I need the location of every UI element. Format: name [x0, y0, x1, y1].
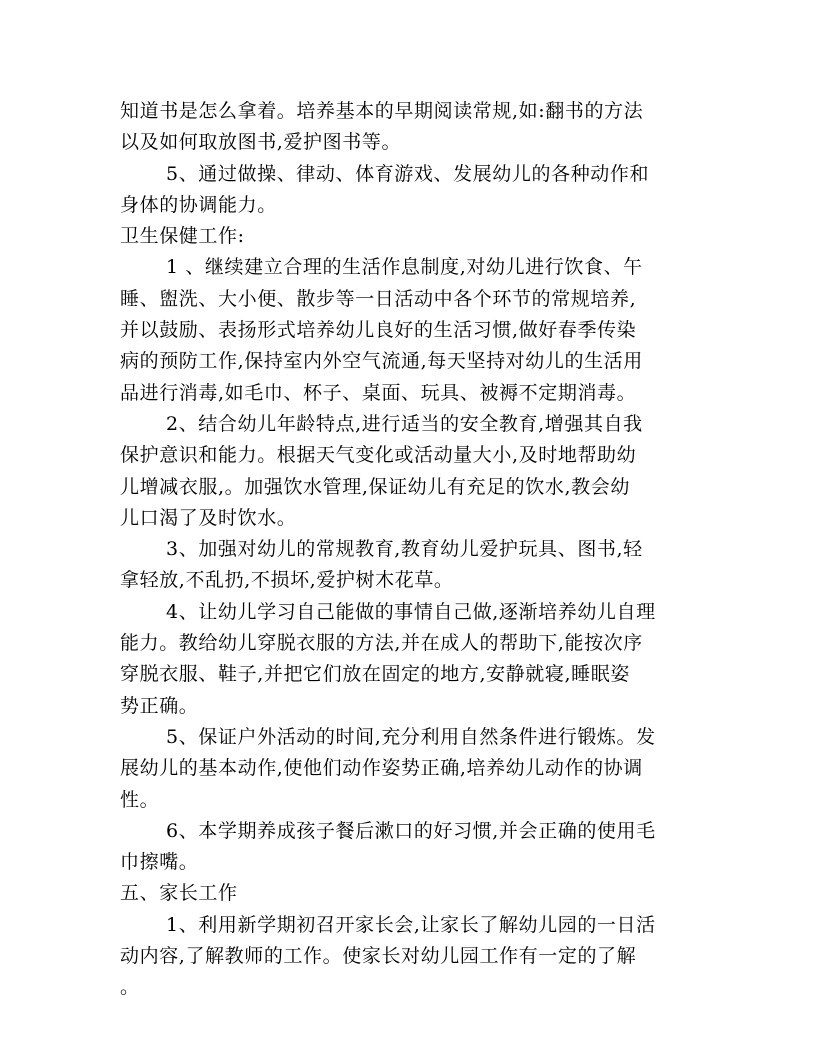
- text-line: 病的预防工作,保持室内外空气流通,每天坚持对幼儿的生活用: [120, 350, 643, 373]
- text-line: 品进行消毒,如毛巾、杯子、桌面、玩具、被褥不定期消毒。: [120, 381, 637, 404]
- text-line: 并以鼓励、表扬形式培养幼儿良好的生活习惯,做好春季传染: [120, 319, 637, 342]
- text-line: 势正确。: [120, 694, 199, 717]
- text-line: 3、加强对幼儿的常规教育,教育幼儿爱护玩具、图书,轻: [166, 538, 643, 561]
- text-line: 五、家长工作: [120, 882, 238, 905]
- text-line: 性。: [120, 788, 160, 811]
- text-line: 卫生保健工作:: [120, 225, 245, 248]
- text-line: 4、让幼儿学习自己能做的事情自己做,逐渐培养幼儿自理: [166, 600, 656, 623]
- text-line: 巾擦嘴。: [120, 851, 199, 874]
- text-line: 6、本学期养成孩子餐后漱口的好习惯,并会正确的使用毛: [166, 819, 656, 842]
- text-line: 展幼儿的基本动作,使他们动作姿势正确,培养幼儿动作的协调: [120, 757, 643, 780]
- text-line: 。: [120, 976, 140, 999]
- text-line: 知道书是怎么拿着。培养基本的早期阅读常规,如:翻书的方法: [120, 100, 644, 122]
- text-line: 动内容,了解教师的工作。使家长对幼儿园工作有一定的了解: [120, 945, 637, 968]
- text-line: 儿增减衣服,。加强饮水管理,保证幼儿有充足的饮水,教会幼: [120, 475, 630, 498]
- text-line: 睡、盥洗、大小便、散步等一日活动中各个环节的常规培养,: [120, 287, 637, 310]
- text-line: 儿口渴了及时饮水。: [120, 506, 297, 529]
- text-line: 穿脱衣服、鞋子,并把它们放在固定的地方,安静就寝,睡眠姿: [120, 663, 630, 686]
- text-line: 拿轻放,不乱扔,不损坏,爱护树木花草。: [120, 569, 454, 592]
- text-line: 能力。教给幼儿穿脱衣服的方法,并在成人的帮助下,能按次序: [120, 632, 643, 655]
- text-line: 1、利用新学期初召开家长会,让家长了解幼儿园的一日活: [166, 913, 656, 936]
- text-line: 5、保证户外活动的时间,充分利用自然条件进行锻炼。发: [166, 725, 656, 748]
- text-line: 保护意识和能力。根据天气变化或活动量大小,及时地帮助幼: [120, 444, 637, 467]
- text-line: 1 、继续建立合理的生活作息制度,对幼儿进行饮食、午: [166, 256, 643, 279]
- text-line: 2、结合幼儿年龄特点,进行适当的安全教育,增强其自我: [166, 412, 643, 435]
- text-line: 5、通过做操、律动、体育游戏、发展幼儿的各种动作和: [166, 162, 650, 185]
- text-line: 以及如何取放图书,爱护图书等。: [120, 131, 402, 154]
- text-line: 身体的协调能力。: [120, 193, 277, 216]
